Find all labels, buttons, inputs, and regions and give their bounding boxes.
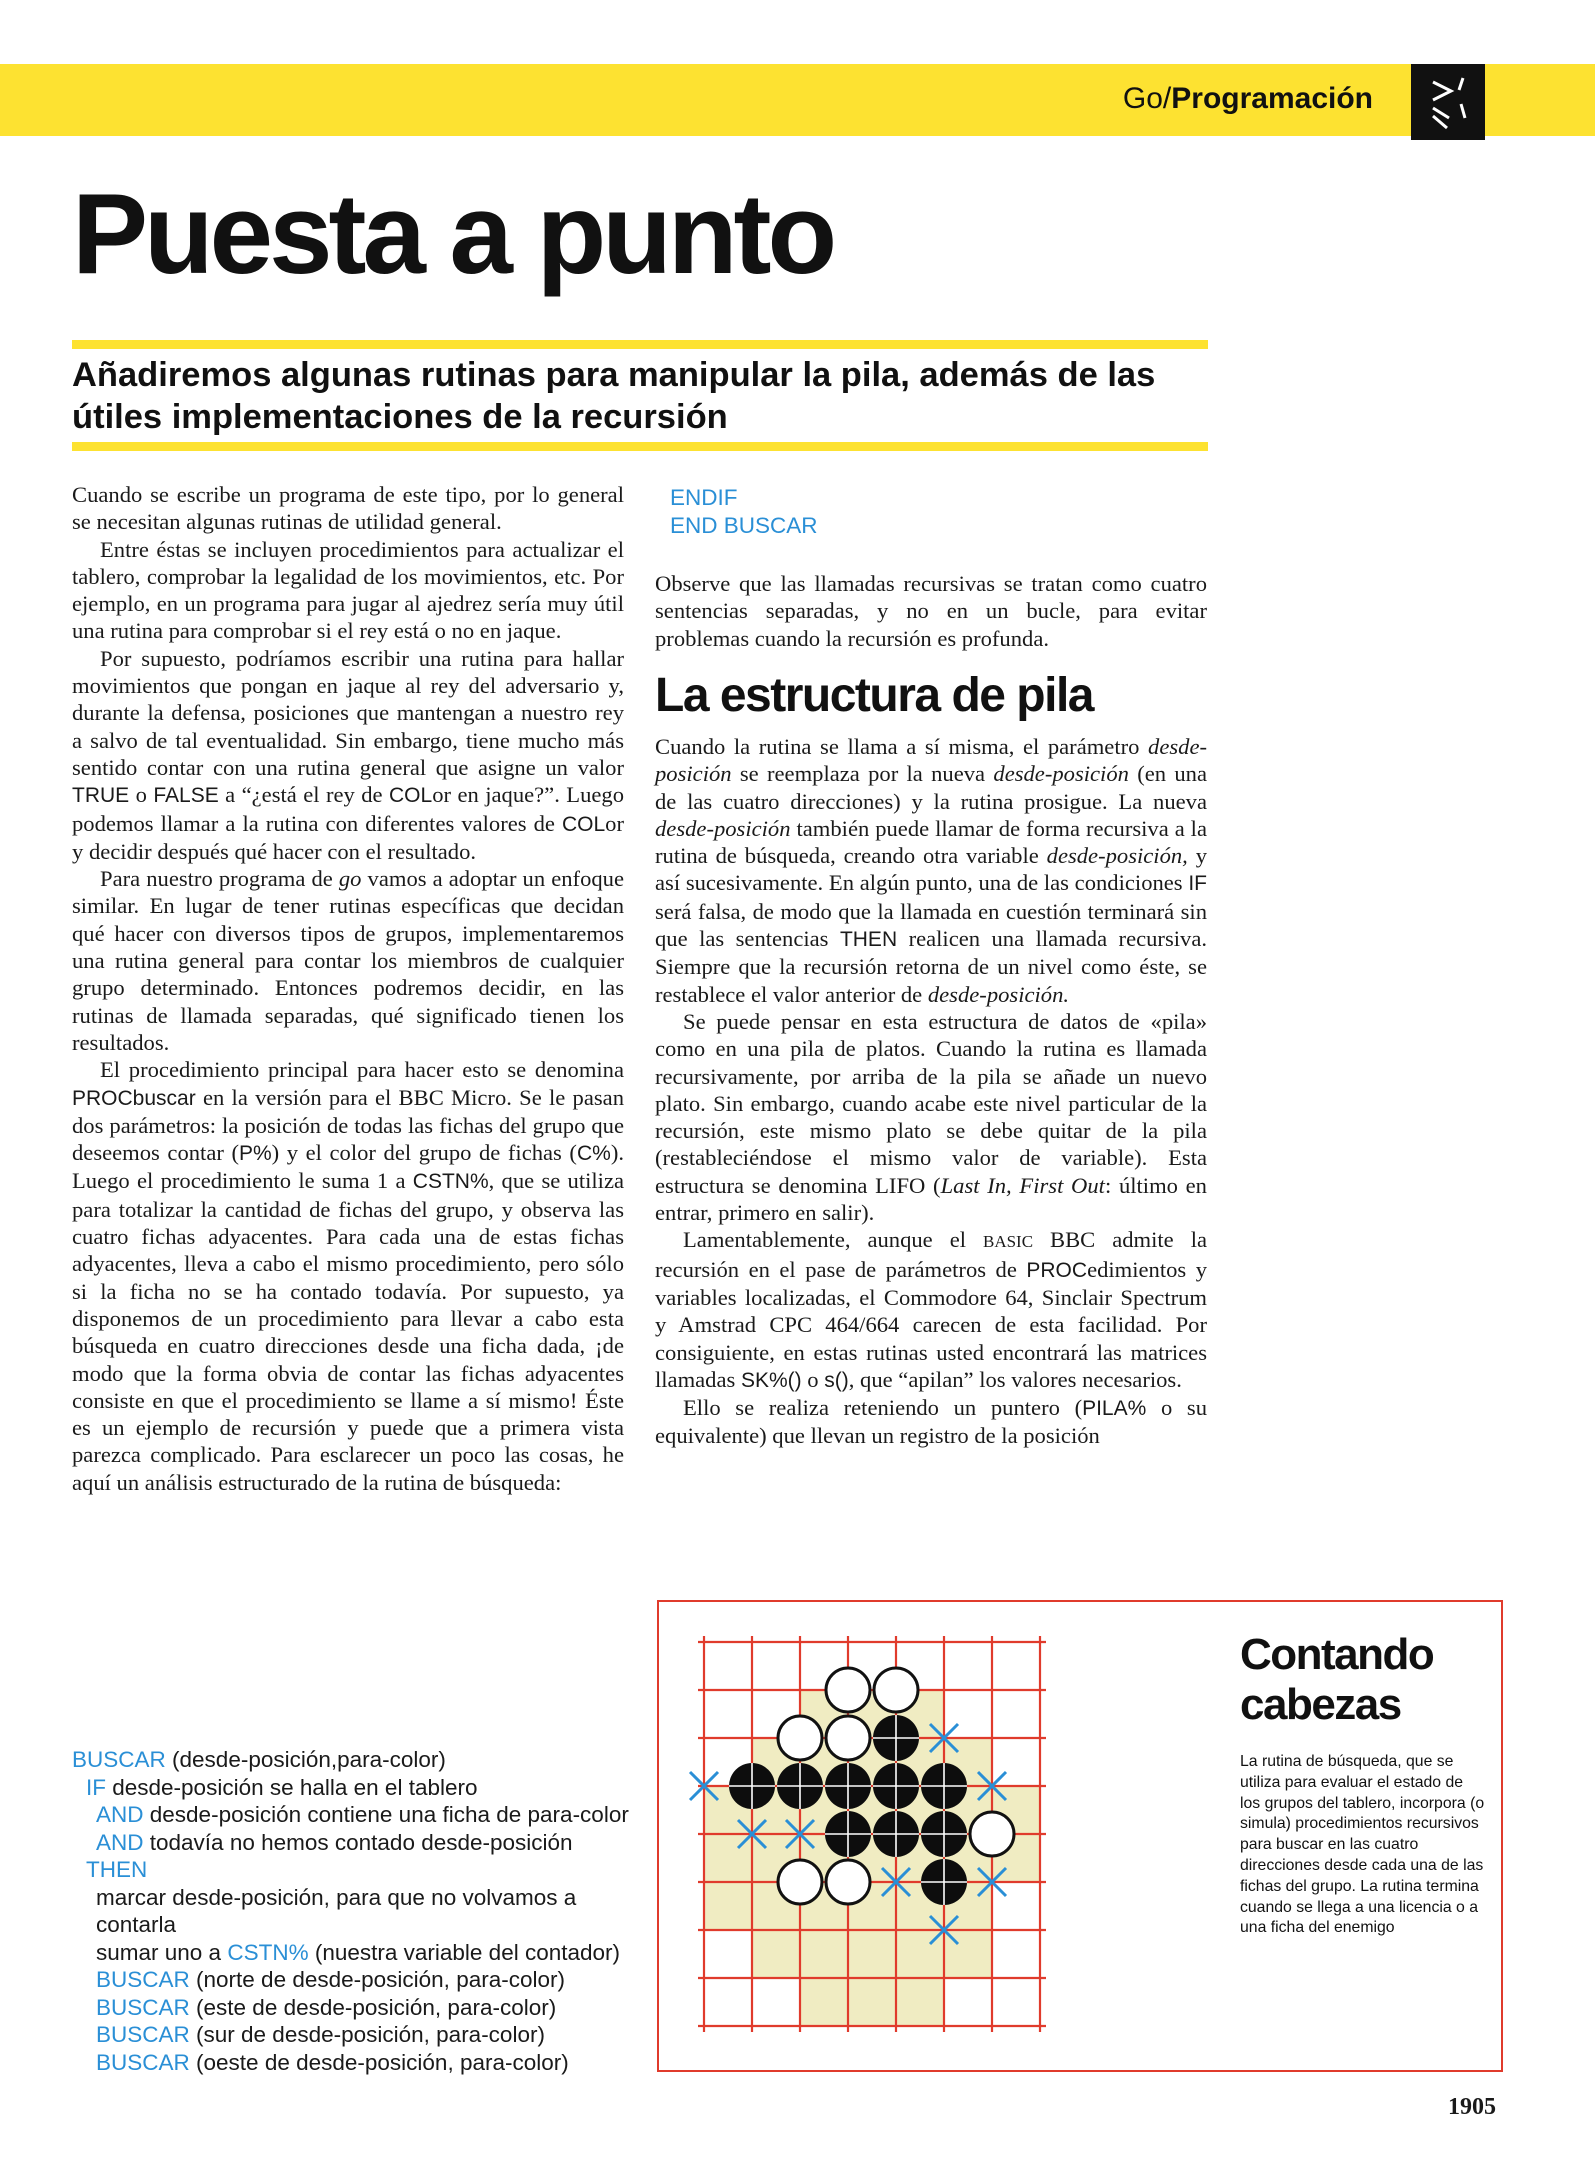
left-column	[72, 481, 624, 1496]
code-line: BUSCAR (desde-posición,para-color)	[72, 1747, 446, 1772]
subtitle-rule-bottom	[72, 442, 1208, 451]
code-line: END BUSCAR	[670, 512, 818, 538]
code-line: marcar desde-posición, para que no volvamos a	[96, 1884, 577, 1910]
white-stone	[826, 1716, 870, 1760]
code-line: contarla	[96, 1912, 177, 1937]
go-board-diagram	[680, 1620, 1210, 2040]
sidebar-caption: La rutina de búsqueda, que se utiliza para evaluar el estado de los grupos del tablero, incorpora (o simula) procedimientos recursivos para buscar en las cuatro direcciones desde cada una de las fichas del grupo. La rutina termina cuando se llega a una licencia o a una ficha del enemigo	[1240, 1753, 1485, 1937]
subtitle-rule-top	[72, 340, 1208, 349]
paragraph: Para nuestro programa de go vamos a adoptar un enfoque similar. En lugar de tener rutinas específicas que decidan qué hacer con diversos tipos de grupos, implementaremos una rutina general para contar los miembros de cualquier grupo determinado. Entonces podremos decidir, en las rutinas de llamada separadas, qué significado tienen los resultados.	[72, 866, 624, 1055]
article-title: Puesta a punto	[72, 171, 834, 298]
section-heading: La estructura de pila	[655, 669, 1093, 722]
page-number: 1905	[1448, 2094, 1496, 2120]
code-line: AND desde-posición contiene una ficha de para-color	[96, 1802, 629, 1827]
paragraph: Observe que las llamadas recursivas se tratan como cuatro sentencias separadas, y no en un bucle, para evitar problemas cuando la recursión es profunda.	[655, 571, 1207, 651]
code-line: BUSCAR (este de desde-posición, para-color)	[96, 1994, 557, 2020]
go-section-icon	[1411, 64, 1485, 140]
white-stone	[826, 1668, 870, 1712]
right-column	[655, 733, 1207, 1450]
paragraph: Lamentablemente, aunque el BASIC BBC admite la recursión en el pase de parámetros de PROCedimientos y variables localizadas, el Commodore 64, Sinclair Spectrum y Amstrad CPC 464/664 carecen de esta facilidad. Por consiguiente, en estas rutinas usted encontrará las matrices llamadas SK%() o s(), que “apilan” los valores necesarios.	[655, 1227, 1208, 1392]
paragraph: Cuando la rutina se llama a sí misma, el parámetro desde-posición se reemplaza por la nueva desde-posición (en una de las cuatro direcciones) y la rutina prosigue. La nueva desde-posición también puede llamar de forma recursiva a la rutina de búsqueda, creando otra variable desde-posición, y así sucesivamente. En algún punto, una de las condiciones IF será falsa, de modo que la llamada en cuestión terminará sin que las sentencias THEN realicen una llamada recursiva. Siempre que la recursión retorna de un nivel como éste, se restablece el valor anterior de desde-posición.	[655, 734, 1207, 1007]
board-area	[704, 1690, 1040, 2026]
right-column-intro	[655, 570, 1207, 652]
article-subtitle: Añadiremos algunas rutinas para manipular la pila, además de las útiles implementaciones de la recursión	[72, 356, 1156, 436]
code-line: sumar uno a CSTN% (nuestra variable del contador)	[96, 1939, 621, 1965]
paragraph: Ello se realiza reteniendo un puntero (PILA% o su equivalente) que llevan un registro de la posición	[655, 1395, 1207, 1449]
code-line: BUSCAR (oeste de desde-posición, para-color)	[96, 2049, 569, 2075]
paragraph: Por supuesto, podríamos escribir una rutina para hallar movimientos que pongan en jaque al rey del adversario y, durante la defensa, posiciones que mantengan a nuestro rey a salvo de tal eventualidad. Sin embargo, tiene mucho más sentido contar con una rutina general que asigne un valor TRUE o FALSE a “¿está el rey de COLor en jaque?”. Luego podemos llamar a la rutina con diferentes valores de COLor y decidir después qué hacer con el resultado.	[72, 645, 624, 864]
code-line: BUSCAR (sur de desde-posición, para-color)	[96, 2022, 545, 2047]
code-listing-left	[72, 1746, 629, 2076]
header-bar	[0, 64, 1595, 136]
paragraph: Se puede pensar en esta estructura de datos de «pila» como en una pila de platos. Cuando la rutina es llamada recursivamente, por arriba de la pila se añade un nuevo plato. Sin embargo, cuando acabe este nivel particular de la recursión, este mismo plato se debe quitar de la pila (restableciéndose el mismo valor de variable). Esta estructura se denomina LIFO (Last In, First Out: último en entrar, primero en salir).	[655, 1008, 1207, 1226]
code-line: AND todavía no hemos contado desde-posición	[96, 1829, 573, 1855]
section-label: Go/Programación	[1122, 82, 1373, 115]
white-stone	[826, 1860, 870, 1904]
code-line: IF desde-posición se halla en el tablero	[86, 1774, 478, 1800]
code-line: BUSCAR (norte de desde-posición, para-color)	[96, 1967, 565, 1992]
paragraph: Entre éstas se incluyen procedimientos para actualizar el tablero, comprobar la legalidad de los movimientos, etc. Por ejemplo, en un programa para jugar al ajedrez sería muy útil una rutina para comprobar si el rey está o no en jaque.	[72, 536, 624, 644]
code-line: THEN	[86, 1857, 148, 1882]
white-stone	[778, 1716, 822, 1760]
sidebar-title: Contando cabezas	[1240, 1630, 1434, 1729]
white-stone	[778, 1860, 822, 1904]
white-stone	[874, 1668, 918, 1712]
white-stone	[970, 1812, 1014, 1856]
code-line: ENDIF	[670, 485, 738, 510]
code-listing-right	[670, 484, 818, 539]
paragraph: Cuando se escribe un programa de este tipo, por lo general se necesitan algunas rutinas de utilidad general.	[72, 482, 624, 535]
paragraph: El procedimiento principal para hacer esto se denomina PROCbuscar en la versión para el BBC Micro. Se le pasan dos parámetros: la posición de todas las fichas del grupo que deseemos contar (P%) y el color del grupo de fichas (C%). Luego el procedimiento le suma 1 a CSTN%, que se utiliza para totalizar la cantidad de fichas del grupo, y observa las cuatro fichas adyacentes. Para cada una de estas fichas adyacentes, lleva a cabo el mismo procedimiento, pero sólo si la ficha no se ha contado todavía. Por supuesto, ya disponemos de un procedimiento para llevar a cabo esta búsqueda en cuatro direcciones desde una ficha dada, ¡de modo que la forma obvia de contar las fichas adyacentes consiste en que el procedimiento se llame a sí mismo! Éste es un ejemplo de recursión y puede que a primera vista parezca complicado. Para esclarecer un poco las cosas, he aquí un análisis estructurado de la rutina de búsqueda:	[72, 1057, 625, 1495]
